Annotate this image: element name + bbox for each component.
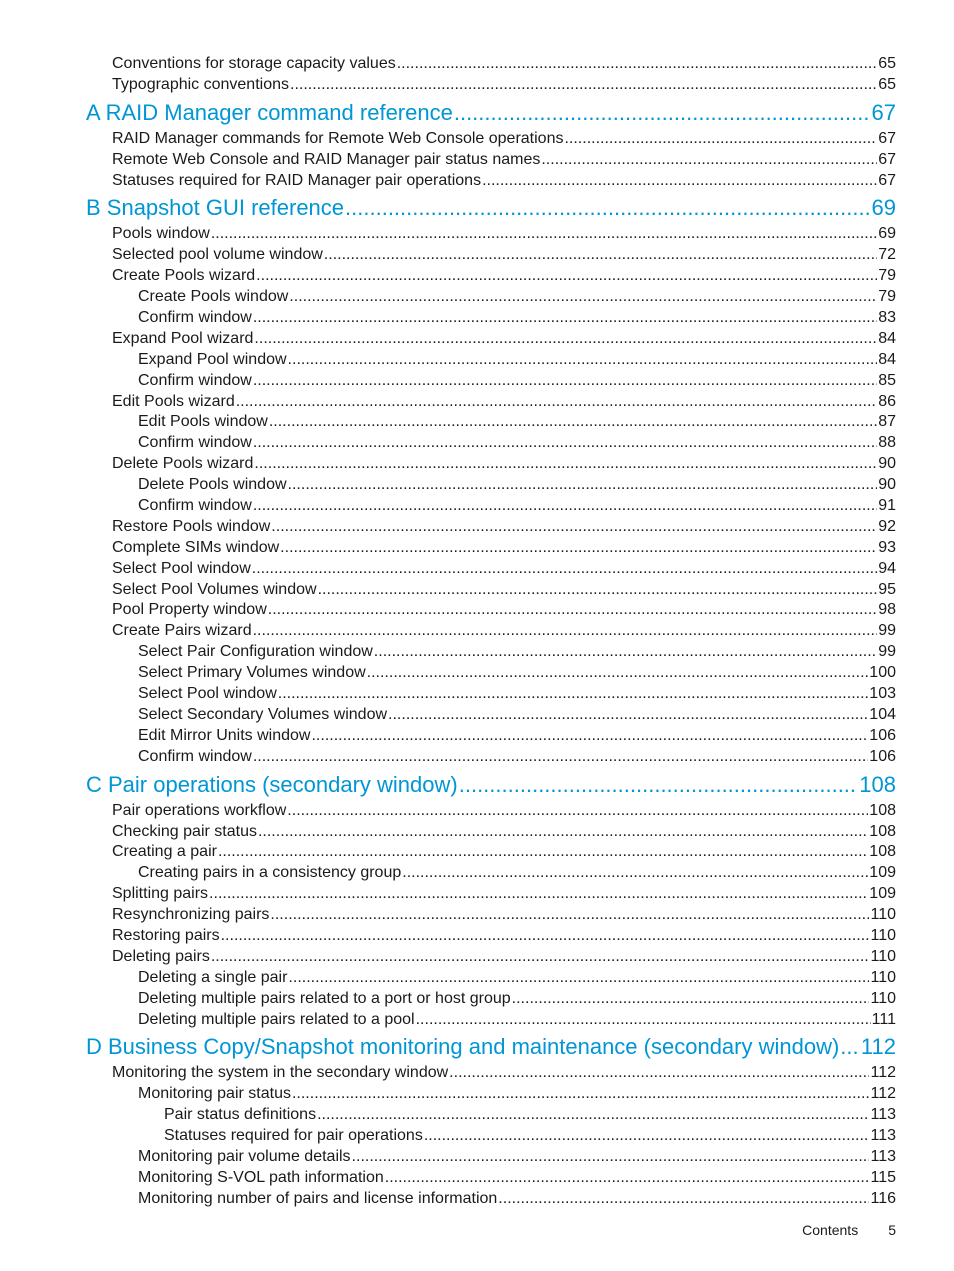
toc-entry[interactable]: [86, 863, 896, 884]
toc-entry-title: B Snapshot GUI reference: [86, 195, 345, 221]
toc-entry-title: Confirm window: [138, 747, 252, 765]
toc-entry[interactable]: [86, 822, 896, 843]
toc-entry-title: Select Pair Configuration window: [138, 643, 373, 661]
toc-entry[interactable]: [86, 1105, 896, 1126]
toc-entry-title: Deleting multiple pairs related to a port or host group: [138, 989, 511, 1007]
toc-entry-page: 87: [878, 413, 896, 431]
dot-leader: [211, 947, 870, 968]
toc-entry[interactable]: [86, 747, 896, 768]
toc-entry-title: Select Pool window: [138, 685, 277, 703]
dot-leader: [254, 454, 877, 475]
dot-leader: [374, 642, 877, 663]
dot-leader: [289, 287, 877, 308]
toc-entry-page: 108: [869, 822, 896, 840]
dot-leader: [352, 1147, 870, 1168]
dot-leader: [290, 75, 877, 96]
toc-entry-title: Restore Pools window: [112, 517, 271, 535]
dot-leader: [268, 600, 877, 621]
dot-leader: [482, 171, 877, 192]
toc-entry-title: Creating a pair: [112, 843, 217, 861]
dot-leader: [324, 245, 877, 266]
toc-entry-title: Create Pairs wizard: [112, 622, 252, 640]
dot-leader: [367, 663, 869, 684]
toc-entry-title: Restoring pairs: [112, 926, 220, 944]
toc-entry[interactable]: [86, 600, 896, 621]
toc-entry-page: 113: [870, 1147, 896, 1165]
dot-leader: [288, 968, 869, 989]
toc-entry-title: Remote Web Console and RAID Manager pair status names: [112, 150, 541, 168]
toc-entry-title: Statuses required for pair operations: [164, 1127, 423, 1145]
toc-entry-title: Delete Pools wizard: [112, 455, 254, 473]
toc-entry[interactable]: [86, 726, 896, 747]
dot-leader: [454, 98, 871, 127]
dot-leader: [253, 308, 877, 329]
toc-entry[interactable]: [86, 433, 896, 454]
toc-entry-page: 69: [878, 225, 896, 243]
page-footer: [802, 1222, 896, 1238]
toc-entry-page: 84: [878, 350, 896, 368]
dot-leader: [498, 1189, 869, 1210]
toc-entry-page: 90: [878, 476, 896, 494]
toc-entry[interactable]: [86, 580, 896, 601]
toc-entry-page: 67: [878, 150, 896, 168]
toc-entry-title: Monitoring number of pairs and license information: [138, 1189, 498, 1207]
toc-entry-title: Create Pools wizard: [112, 267, 256, 285]
toc-entry[interactable]: [86, 517, 896, 538]
toc-section-heading[interactable]: [86, 770, 896, 799]
dot-leader: [459, 770, 859, 799]
toc-entry-page: 110: [870, 989, 896, 1007]
toc-entry-page: 110: [870, 906, 896, 924]
toc-entry[interactable]: [86, 308, 896, 329]
toc-entry-page: 104: [869, 705, 896, 723]
toc-entry[interactable]: [86, 842, 896, 863]
toc-entry-page: 65: [878, 55, 896, 72]
toc-entry-title: Confirm window: [138, 309, 252, 327]
toc-entry-page: 84: [878, 329, 896, 347]
toc-entry[interactable]: [86, 663, 896, 684]
toc-entry[interactable]: [86, 171, 896, 192]
toc-entry-page: 91: [878, 497, 896, 515]
toc-section-heading[interactable]: [86, 1032, 896, 1061]
toc-entry-title: Deleting multiple pairs related to a pool: [138, 1010, 415, 1028]
toc-entry[interactable]: [86, 905, 896, 926]
toc-entry-title: Splitting pairs: [112, 885, 209, 903]
toc-entry-page: 113: [870, 1127, 896, 1145]
toc-entry[interactable]: [86, 266, 896, 287]
toc-entry-page: 72: [878, 246, 896, 264]
toc-entry-title: Delete Pools window: [138, 476, 287, 494]
dot-leader: [271, 517, 877, 538]
toc-entry-title: Resynchronizing pairs: [112, 906, 270, 924]
toc-entry-page: 116: [870, 1189, 896, 1207]
toc-entry-title: Pair operations workflow: [112, 801, 287, 819]
toc-entry-page: 109: [869, 864, 896, 882]
dot-leader: [218, 842, 868, 863]
footer-page-number: 5: [888, 1222, 896, 1238]
toc-entry[interactable]: [86, 1168, 896, 1189]
toc-entry-title: Expand Pool window: [138, 350, 287, 368]
dot-leader: [254, 329, 877, 350]
dot-leader: [252, 559, 877, 580]
toc-entry[interactable]: [86, 287, 896, 308]
toc-entry-page: 100: [869, 664, 896, 682]
toc-entry-page: 111: [871, 1010, 896, 1028]
toc-entry[interactable]: [86, 968, 896, 989]
toc-entry[interactable]: [86, 150, 896, 171]
toc-entry-page: 113: [870, 1106, 896, 1124]
dot-leader: [397, 54, 877, 75]
dot-leader: [317, 1105, 869, 1126]
toc-entry-title: Monitoring pair status: [138, 1085, 291, 1103]
dot-leader: [840, 1032, 860, 1061]
dot-leader: [402, 863, 868, 884]
dot-leader: [449, 1063, 869, 1084]
toc-entry[interactable]: [86, 1189, 896, 1210]
toc-entry-page: 67: [878, 171, 896, 189]
toc-entry-page: 99: [878, 643, 896, 661]
dot-leader: [253, 747, 868, 768]
dot-leader: [270, 905, 869, 926]
toc-entry-title: Monitoring the system in the secondary window: [112, 1064, 449, 1082]
toc-entry-title: Pair status definitions: [164, 1106, 317, 1124]
toc-entry-title: Select Secondary Volumes window: [138, 705, 388, 723]
dot-leader: [211, 224, 877, 245]
toc-entry-page: 65: [878, 75, 896, 93]
dot-leader: [253, 621, 878, 642]
toc-entry-title: Expand Pool wizard: [112, 329, 254, 347]
toc-entry-title: Conventions for storage capacity values: [112, 55, 396, 72]
dot-leader: [221, 926, 870, 947]
dot-leader: [564, 129, 877, 150]
toc-entry[interactable]: [86, 75, 896, 96]
toc-entry-page: 112: [870, 1064, 896, 1082]
toc-entry-title: Statuses required for RAID Manager pair operations: [112, 171, 482, 189]
toc-entry-title: Deleting a single pair: [138, 968, 288, 986]
toc-entry-title: Deleting pairs: [112, 947, 210, 965]
toc-entry[interactable]: [86, 129, 896, 150]
toc-entry-page: 115: [870, 1168, 896, 1186]
toc-entry-title: Edit Mirror Units window: [138, 726, 311, 744]
toc-entry-page: 108: [859, 771, 896, 797]
dot-leader: [288, 475, 878, 496]
toc-entry-title: Confirm window: [138, 497, 252, 515]
toc-entry-title: Monitoring pair volume details: [138, 1147, 351, 1165]
toc-entry[interactable]: [86, 454, 896, 475]
dot-leader: [253, 433, 877, 454]
toc-entry-page: 95: [878, 580, 896, 598]
toc-entry-title: Select Primary Volumes window: [138, 664, 366, 682]
toc-entry-page: 108: [869, 843, 896, 861]
dot-leader: [388, 705, 868, 726]
dot-leader: [280, 538, 877, 559]
toc-entry-title: Typographic conventions: [112, 75, 289, 93]
toc-entry-title: Confirm window: [138, 371, 252, 389]
dot-leader: [253, 371, 877, 392]
toc-entry-page: 108: [869, 801, 896, 819]
toc-entry[interactable]: [86, 642, 896, 663]
toc-entry[interactable]: [86, 475, 896, 496]
toc-entry-title: Pools window: [112, 225, 210, 243]
toc-entry[interactable]: [86, 245, 896, 266]
toc-entry-page: 110: [870, 926, 896, 944]
toc-entry-page: 103: [869, 685, 896, 703]
dot-leader: [512, 989, 870, 1010]
toc-entry[interactable]: [86, 989, 896, 1010]
toc-entry-title: Selected pool volume window: [112, 246, 323, 264]
toc-entry-page: 106: [869, 747, 896, 765]
dot-leader: [278, 684, 869, 705]
toc-section-heading[interactable]: [86, 98, 896, 127]
toc-entry-page: 98: [878, 601, 896, 619]
toc-entry[interactable]: [86, 350, 896, 371]
toc-entry[interactable]: [86, 329, 896, 350]
toc-entry-page: 85: [878, 371, 896, 389]
toc-entry-page: 79: [878, 267, 896, 285]
dot-leader: [424, 1126, 870, 1147]
toc-entry-title: A RAID Manager command reference: [86, 99, 453, 125]
toc-entry[interactable]: [86, 1063, 896, 1084]
toc-entry-title: Edit Pools window: [138, 413, 268, 431]
toc-entry-page: 83: [878, 309, 896, 327]
toc-entry[interactable]: [86, 412, 896, 433]
toc-entry[interactable]: [86, 705, 896, 726]
dot-leader: [416, 1010, 871, 1031]
toc-entry-page: 92: [878, 517, 896, 535]
toc-entry-page: 67: [878, 129, 896, 147]
toc-entry-title: Monitoring S-VOL path information: [138, 1168, 384, 1186]
dot-leader: [209, 884, 868, 905]
toc-entry-title: Complete SIMs window: [112, 538, 280, 556]
toc-entry-page: 88: [878, 434, 896, 452]
toc-entry[interactable]: [86, 926, 896, 947]
dot-leader: [311, 726, 868, 747]
toc-entry[interactable]: [86, 1147, 896, 1168]
toc-entry-title: Select Pool Volumes window: [112, 580, 317, 598]
dot-leader: [287, 801, 868, 822]
toc-entry-page: 112: [860, 1034, 896, 1060]
toc-entry[interactable]: [86, 538, 896, 559]
footer-label: Contents: [802, 1222, 859, 1238]
toc-entry[interactable]: [86, 1126, 896, 1147]
toc-entry[interactable]: [86, 684, 896, 705]
dot-leader: [288, 350, 878, 371]
toc-entry-page: 110: [870, 968, 896, 986]
toc-entry-title: RAID Manager commands for Remote Web Console operations: [112, 129, 564, 147]
dot-leader: [256, 266, 877, 287]
toc-entry-title: Creating pairs in a consistency group: [138, 864, 402, 882]
toc-entry-title: Confirm window: [138, 434, 252, 452]
toc-entry[interactable]: [86, 496, 896, 517]
toc-entry-page: 90: [878, 455, 896, 473]
toc-entry[interactable]: [86, 371, 896, 392]
dot-leader: [236, 392, 877, 413]
toc-entry[interactable]: [86, 947, 896, 968]
toc-entry-page: 99: [878, 622, 896, 640]
toc-entry-page: 86: [878, 392, 896, 410]
toc-entry[interactable]: [86, 1084, 896, 1105]
toc-entry[interactable]: [86, 801, 896, 822]
toc-entry-page: 67: [871, 99, 896, 125]
toc-entry-title: Checking pair status: [112, 822, 257, 840]
dot-leader: [258, 822, 868, 843]
toc-section-heading[interactable]: [86, 193, 896, 222]
toc-entry-page: 106: [869, 726, 896, 744]
toc-entry[interactable]: [86, 621, 896, 642]
toc-entry-title: Pool Property window: [112, 601, 267, 619]
toc-entry-title: Select Pool window: [112, 559, 251, 577]
toc-entry[interactable]: [86, 224, 896, 245]
toc-entry-title: Edit Pools wizard: [112, 392, 235, 410]
toc-entry-page: 112: [870, 1085, 896, 1103]
dot-leader: [269, 412, 877, 433]
toc-entry[interactable]: [86, 392, 896, 413]
table-of-contents: [86, 54, 896, 1210]
dot-leader: [253, 496, 877, 517]
toc-entry[interactable]: [86, 54, 896, 75]
toc-entry-title: D Business Copy/Snapshot monitoring and maintenance (secondary window): [86, 1034, 840, 1060]
toc-entry-page: 93: [878, 538, 896, 556]
toc-entry[interactable]: [86, 559, 896, 580]
toc-entry-title: C Pair operations (secondary window): [86, 771, 458, 797]
dot-leader: [385, 1168, 870, 1189]
toc-entry-page: 110: [870, 947, 896, 965]
toc-entry-title: Create Pools window: [138, 288, 289, 306]
toc-entry-page: 69: [871, 195, 896, 221]
dot-leader: [292, 1084, 870, 1105]
dot-leader: [541, 150, 877, 171]
toc-entry[interactable]: [86, 884, 896, 905]
dot-leader: [345, 193, 870, 222]
toc-entry[interactable]: [86, 1010, 896, 1031]
toc-entry-page: 79: [878, 288, 896, 306]
dot-leader: [318, 580, 878, 601]
toc-entry-page: 109: [869, 885, 896, 903]
toc-entry-page: 94: [878, 559, 896, 577]
